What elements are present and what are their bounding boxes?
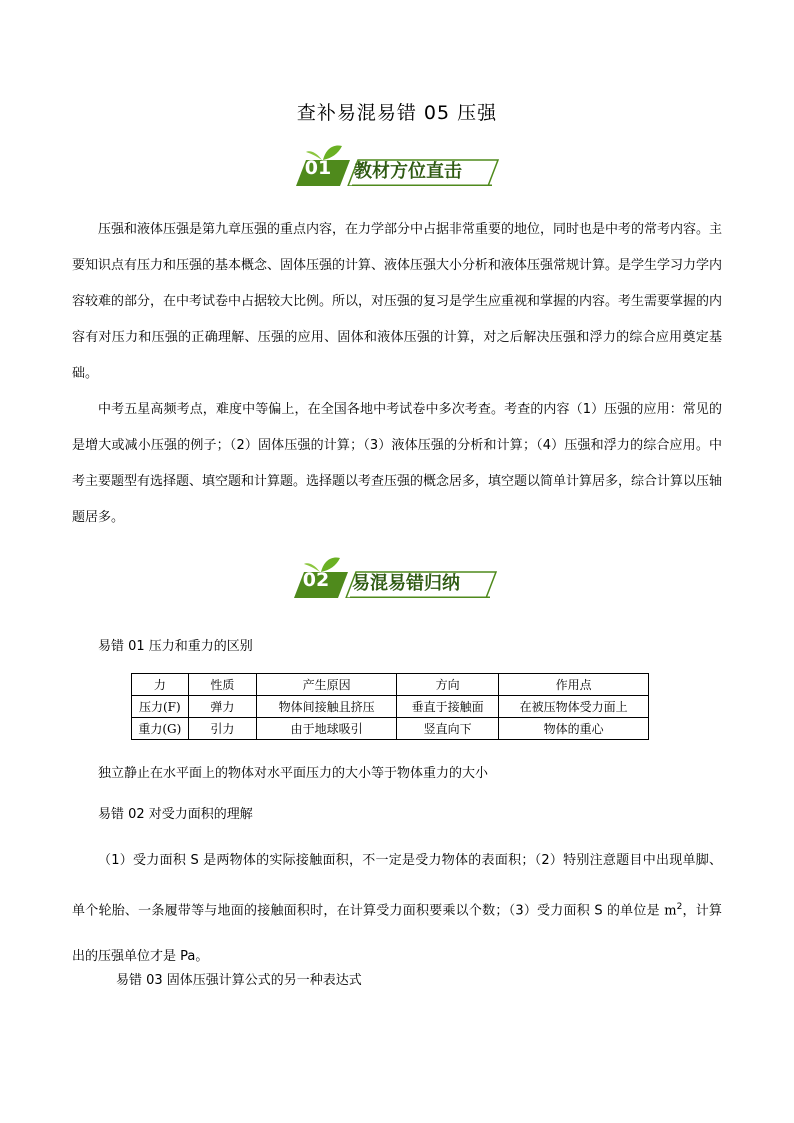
error-02-body-tail: ，计算出的压强单位才是 Pa。 — [72, 903, 722, 965]
section-number: 02 — [302, 569, 330, 591]
table-cell: 物体间接触且挤压 — [257, 696, 397, 718]
table-cell: 物体的重心 — [499, 718, 649, 740]
table-row — [132, 696, 649, 718]
table-cell: 引力 — [188, 718, 257, 740]
table-cell: 垂直于接触面 — [397, 696, 499, 718]
table-cell: 竖直向下 — [397, 718, 499, 740]
table-header-row — [132, 674, 649, 696]
table-cell: 在被压物体受力面上 — [499, 696, 649, 718]
table-row — [132, 718, 649, 740]
section-label: 易混易错归纳 — [352, 573, 460, 594]
table-cell: 弹力 — [188, 696, 257, 718]
intro-paragraph-2: 中考五星高频考点，难度中等偏上，在全国各地中考试卷中多次考查。考查的内容（1）压强的应用：常见的是增大或减小压强的例子；（2）固体压强的计算；（3）液体压强的分析和计算；（4）压强和浮力的综合应用。中考主要题型有选择题、填空题和计算题。选择题以考查压强的概念居多，填空题以简单计算居多，综合计算以压轴题居多。 — [72, 402, 723, 525]
section-label: 教材方位直击 — [354, 161, 462, 182]
intro-paragraph-1: 压强和液体压强是第九章压强的重点内容，在力学部分中占据非常重要的地位，同时也是中考的常考内容。主要知识点有压力和压强的基本概念、固体压强的计算、液体压强大小分析和液体压强常规计算。是学生学习力学内容较难的部分，在中考试卷中占据较大比例。所以，对压强的复习是学生应重视和掌握的内容。考生需要掌握的内容有对压力和压强的正确理解、压强的应用、固体和液体压强的计算，对之后解决压强和浮力的综合应用奠定基础。 — [72, 222, 723, 381]
error-02-body — [72, 838, 722, 980]
page-title: 查补易混易错 05 压强 — [296, 102, 498, 124]
table-header-cell: 性质 — [188, 674, 257, 696]
table-header-cell: 产生原因 — [257, 674, 397, 696]
table-header-cell: 方向 — [397, 674, 499, 696]
error-01-heading: 易错 01 压力和重力的区别 — [98, 639, 253, 654]
error-02-body-text: （1）受力面积 S 是两物体的实际接触面积，不一定是受力物体的表面积；（2）特别注意题目中出现单脚、单个轮胎、一条履带等与地面的接触面积时，在计算受力面积要乘以个数；（3）受力面积 S 的单位是 — [72, 853, 722, 919]
table-cell: 压力(F) — [132, 696, 189, 718]
area-unit: m — [664, 903, 677, 919]
error-01-note: 独立静止在水平面上的物体对水平面压力的大小等于物体重力的大小 — [98, 766, 489, 781]
section-banner-01 — [292, 142, 512, 186]
error-02-heading: 易错 02 对受力面积的理解 — [98, 807, 253, 822]
section-banner-02 — [290, 554, 510, 598]
section-number: 01 — [304, 157, 332, 179]
force-comparison-table — [131, 673, 649, 740]
table-cell: 重力(G) — [132, 718, 189, 740]
error-03-heading: 易错 03 固体压强计算公式的另一种表达式 — [116, 973, 362, 988]
table-header-cell: 作用点 — [499, 674, 649, 696]
area-unit-power: 2 — [676, 902, 683, 912]
table-header-cell: 力 — [132, 674, 189, 696]
table-cell: 由于地球吸引 — [257, 718, 397, 740]
